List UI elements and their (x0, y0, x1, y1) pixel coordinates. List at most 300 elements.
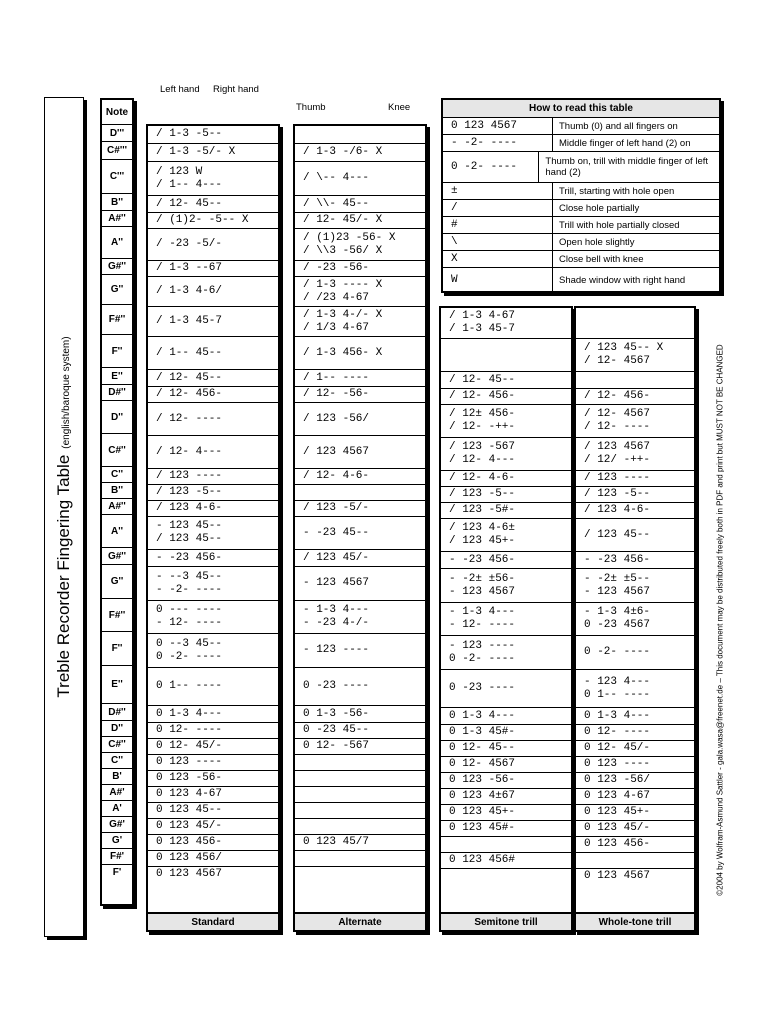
fingering-line: / 1-3 45-7 (449, 323, 516, 335)
fingering-line: / 123 W (156, 165, 203, 178)
fingering-line: - 123 ---- (303, 644, 370, 656)
page-title (54, 336, 74, 697)
fingering-cell (148, 228, 278, 260)
legend-description: Thumb on, trill with middle finger of left hand (2) (545, 156, 709, 178)
fingering-line: / 1-3 -/6- X (303, 146, 383, 158)
note-cell: B'' (102, 482, 132, 498)
fingering-cell (576, 756, 694, 772)
fingering-line: / -23 -5/- (156, 238, 223, 250)
fingering-line: / 123 -5/- (303, 502, 370, 514)
fingering-line: - 1-3 4--- (303, 604, 370, 616)
fingering-line: - 12- ---- (449, 619, 516, 631)
fingering-line: 0 --- ---- (156, 604, 223, 616)
fingering-line: 0 12- ---- (584, 726, 651, 738)
fingering-line: / 123 ---- (584, 472, 651, 484)
fingering-line: / 123 45-- (156, 533, 223, 545)
fingering-cell (441, 338, 571, 371)
fingering-line: 0 -23 4567 (584, 619, 651, 631)
fingering-cell (295, 468, 425, 484)
note-cell: E'' (102, 665, 132, 703)
legend-description: Trill with hole partially closed (559, 219, 680, 231)
fingering-cell (441, 820, 571, 836)
fingering-line: / 1-3 45-7 (156, 315, 223, 327)
fingering-cell (148, 722, 278, 738)
fingering-cell (148, 866, 278, 882)
semitone-column (439, 306, 573, 932)
fingering-line: / 12- 4--- (449, 454, 516, 466)
fingering-line: 0 123 -56- (156, 772, 223, 784)
alternate-column-label: Alternate (295, 912, 425, 930)
fingering-line: - -23 45-- (303, 526, 370, 539)
fingering-cell (576, 568, 694, 602)
wholetone-column-label: Whole-tone trill (576, 912, 694, 930)
note-cell: D'' (102, 400, 132, 433)
legend-description: Thumb (0) and all fingers on (559, 120, 678, 132)
fingering-line: / 1-3 4-/- X (303, 308, 383, 321)
fingering-cell (441, 602, 571, 635)
fingering-cell (295, 722, 425, 738)
fingering-line: 0 123 45-- (156, 804, 223, 816)
fingering-cell (148, 500, 278, 516)
copyright-note: ©2004 by Wolfram-Asmund Sattler - gala.wasa@freenet.de – This document may be distributed freely both in PDF and print but MUST NOT BE CHANGED (715, 344, 725, 896)
fingering-line: / 123 -5-- (449, 488, 516, 500)
wholetone-column (574, 306, 696, 932)
fingering-line: / 123 -56/ (303, 412, 370, 425)
fingering-cell (295, 386, 425, 402)
fingering-cell (576, 502, 694, 518)
note-cell: G'' (102, 274, 132, 304)
fingering-cell (441, 486, 571, 502)
fingering-cell (148, 484, 278, 500)
fingering-cell (295, 212, 425, 228)
fingering-line: 0 123 4567 (584, 870, 651, 882)
fingering-cell (295, 435, 425, 468)
note-cell: C'' (102, 466, 132, 482)
note-cell: C#''' (102, 141, 132, 159)
note-cell: G#' (102, 816, 132, 832)
fingering-cell (295, 738, 425, 754)
fingering-line: / 1-3 456- X (303, 346, 383, 359)
fingering-line: 0 12- -567 (303, 740, 370, 752)
note-cell: B' (102, 768, 132, 784)
fingering-cell (148, 143, 278, 161)
note-cell: G'' (102, 564, 132, 598)
fingering-cell (576, 788, 694, 804)
fingering-cell (576, 338, 694, 371)
fingering-line: / 12- 45/- X (303, 214, 383, 226)
fingering-line: 0 123 45#- (449, 822, 516, 834)
fingering-cell (295, 566, 425, 600)
fingering-cell (295, 754, 425, 770)
fingering-cell (148, 738, 278, 754)
fingering-line: / 12- 4--- (156, 445, 223, 458)
page-subtitle: (english/baroque system) (61, 336, 72, 449)
fingering-cell (148, 566, 278, 600)
fingering-cell (576, 371, 694, 388)
fingering-cell (441, 388, 571, 404)
note-cell: A'' (102, 226, 132, 258)
fingering-cell (148, 468, 278, 484)
fingering-line: - 123 45-- (156, 520, 223, 532)
fingering-line: / 123 4567 (584, 441, 651, 453)
fingering-line: / 12- 45-- (449, 373, 516, 386)
fingering-line: / /23 4-67 (303, 291, 370, 304)
fingering-cell (148, 276, 278, 306)
fingering-line: / 12- ---- (156, 412, 223, 425)
fingering-cell (148, 402, 278, 435)
fingering-cell (441, 518, 571, 551)
note-cell: F#'' (102, 598, 132, 631)
fingering-line: - -23 456- (584, 553, 651, 566)
fingering-cell (441, 868, 571, 884)
left-hand-label: Left hand (160, 84, 200, 95)
fingering-line: 0 12- 45/- (156, 740, 223, 752)
legend-description: Trill, starting with hole open (559, 185, 675, 197)
fingering-cell (441, 756, 571, 772)
legend-description: Shade window with right hand (559, 274, 686, 286)
fingering-line: / 1-3 --67 (156, 262, 223, 274)
fingering-cell (576, 551, 694, 568)
fingering-cell (576, 836, 694, 852)
legend-description: Close bell with knee (559, 253, 644, 265)
fingering-cell (295, 228, 425, 260)
fingering-line: 0 -2- ---- (584, 646, 651, 658)
fingering-cell (295, 802, 425, 818)
fingering-line: / 12- 456- (584, 390, 651, 402)
fingering-line: 0 123 -56/ (584, 774, 651, 786)
alternate-column (293, 124, 427, 932)
fingering-line: / 123 4-6- (584, 504, 651, 516)
standard-column-label: Standard (148, 912, 278, 930)
fingering-cell (148, 600, 278, 633)
fingering-line: - 123 ---- (449, 639, 516, 652)
note-cell: A#' (102, 784, 132, 800)
title-block (44, 97, 84, 937)
fingering-cell (295, 834, 425, 850)
fingering-cell (576, 804, 694, 820)
knee-label: Knee (388, 102, 411, 113)
semitone-column-label: Semitone trill (441, 912, 571, 930)
fingering-line: / \\3 -56/ X (303, 244, 383, 257)
fingering-cell (148, 435, 278, 468)
fingering-cell (441, 404, 571, 437)
fingering-line: 0 123 ---- (156, 756, 223, 768)
fingering-line: - -23 456- (156, 551, 223, 564)
fingering-cell (148, 834, 278, 850)
thumb-label: Thumb (296, 102, 326, 113)
legend-symbol: ± (443, 183, 553, 199)
fingering-cell (441, 852, 571, 868)
legend-row (443, 199, 719, 216)
fingering-cell (295, 306, 425, 336)
note-cell: F' (102, 864, 132, 880)
legend-symbol: X (443, 251, 553, 267)
fingering-line: / 123 -5-- (584, 488, 651, 500)
fingering-line: / \-- 4--- (303, 172, 370, 184)
fingering-cell (295, 786, 425, 802)
fingering-line: / 123 -5-- (156, 486, 223, 498)
fingering-cell (441, 635, 571, 669)
note-cell: E'' (102, 367, 132, 384)
fingering-cell (295, 705, 425, 722)
fingering-cell (148, 786, 278, 802)
note-cell: F#' (102, 848, 132, 864)
legend-row (443, 233, 719, 250)
fingering-cell (148, 850, 278, 866)
fingering-cell (295, 818, 425, 834)
fingering-line: / 123 -567 (449, 441, 516, 453)
note-cell: A' (102, 800, 132, 816)
note-cell: F#'' (102, 304, 132, 334)
fingering-cell (295, 633, 425, 667)
note-header: Note (105, 106, 129, 118)
legend-symbol: \ (443, 234, 553, 250)
fingering-cell (576, 602, 694, 635)
legend-row (443, 182, 719, 199)
note-cell: A'' (102, 514, 132, 547)
fingering-line: 0 123 456- (584, 838, 651, 850)
fingering-line: 0 123 45/- (584, 822, 651, 834)
fingering-cell (295, 866, 425, 882)
fingering-cell (441, 836, 571, 852)
fingering-line: 0 12- ---- (156, 724, 223, 736)
fingering-line: 0 1-3 4--- (156, 707, 223, 720)
note-cell: D#'' (102, 703, 132, 720)
fingering-cell (576, 404, 694, 437)
legend-title: How to read this table (443, 100, 719, 118)
fingering-line: 0 12- 4567 (449, 758, 516, 770)
fingering-cell (441, 724, 571, 740)
fingering-line: / 12- 4-6- (303, 470, 370, 482)
fingering-line: - 123 4567 (449, 585, 516, 598)
fingering-line: - -2- ---- (156, 583, 223, 596)
fingering-line: - -2± ±5-- (584, 572, 651, 585)
fingering-cell (148, 195, 278, 212)
note-cell: G#'' (102, 258, 132, 274)
fingering-cell (148, 306, 278, 336)
fingering-cell (148, 386, 278, 402)
fingering-cell (441, 788, 571, 804)
fingering-line: 0 1-- ---- (584, 688, 651, 701)
fingering-cell (576, 820, 694, 836)
fingering-line: / 123 4-6± (449, 522, 516, 534)
fingering-line: / 12- ---- (584, 421, 651, 433)
fingering-cell (295, 850, 425, 866)
fingering-line: 0 -23 ---- (303, 680, 370, 692)
fingering-cell (441, 772, 571, 788)
fingering-cell (148, 161, 278, 195)
legend-table (441, 98, 721, 293)
fingering-cell (441, 740, 571, 756)
note-cell: D''' (102, 124, 132, 141)
fingering-line: / 12- 456- (156, 388, 223, 400)
fingering-cell (148, 212, 278, 228)
fingering-line: 0 123 45/- (156, 820, 223, 832)
fingering-line: / 12- 45-- (156, 371, 223, 384)
fingering-cell (441, 568, 571, 602)
note-cell: D#'' (102, 384, 132, 400)
fingering-line: 0 1-3 4--- (584, 709, 651, 722)
legend-symbol: 0 -2- ---- (443, 152, 539, 182)
fingering-line: / 1-- 45-- (156, 346, 223, 359)
fingering-line: 0 123 45+- (449, 806, 516, 818)
fingering-line: 0 123 4-67 (584, 790, 651, 802)
fingering-cell (148, 818, 278, 834)
fingering-cell (148, 549, 278, 566)
fingering-line: - 123 4567 (303, 577, 370, 589)
fingering-line: / 12- 4567 (584, 355, 651, 367)
fingering-cell (576, 308, 694, 338)
fingering-line: 0 123 456# (449, 854, 516, 866)
fingering-line: 0 1-3 4--- (449, 709, 516, 722)
fingering-line: / \\- 45-- (303, 197, 370, 210)
fingering-line: 0 -2- ---- (156, 650, 223, 663)
fingering-cell (148, 667, 278, 705)
fingering-cell (295, 143, 425, 161)
fingering-line: / 12± 456- (449, 408, 516, 420)
fingering-line: / 12- 45-- (156, 197, 223, 210)
legend-symbol: 0 123 4567 (443, 118, 553, 134)
legend-row (443, 250, 719, 267)
fingering-line: / -23 -56- (303, 262, 370, 274)
fingering-line: / 12/ -++- (584, 454, 651, 466)
fingering-cell (441, 308, 571, 338)
right-hand-label: Right hand (213, 84, 259, 95)
fingering-cell (441, 551, 571, 568)
fingering-cell (148, 770, 278, 786)
fingering-cell (576, 388, 694, 404)
fingering-line: 0 123 -56- (449, 774, 516, 786)
fingering-cell (295, 126, 425, 143)
fingering-line: 0 123 4±67 (449, 790, 516, 802)
fingering-line: - -2± ±56- (449, 572, 516, 585)
fingering-line: / 12- 4567 (584, 408, 651, 420)
legend-description: Open hole slightly (559, 236, 635, 248)
fingering-line: / 1-3 4-6/ (156, 285, 223, 297)
fingering-line: 0 123 4567 (156, 868, 223, 880)
fingering-line: / 123 45-- (584, 528, 651, 541)
fingering-line: / 12- 4-6- (449, 472, 516, 484)
fingering-line: 0 12- 45-- (449, 742, 516, 754)
fingering-line: - -23 456- (449, 553, 516, 566)
note-cell: A#'' (102, 498, 132, 514)
note-cell: D'' (102, 720, 132, 736)
fingering-cell (441, 470, 571, 486)
fingering-cell (441, 669, 571, 707)
fingering-cell (576, 852, 694, 868)
fingering-cell (576, 470, 694, 486)
fingering-cell (295, 276, 425, 306)
fingering-line: 0 --3 45-- (156, 637, 223, 650)
copyright-note-block (712, 300, 728, 940)
legend-description: Close hole partially (559, 202, 640, 214)
fingering-line: 0 12- 45/- (584, 742, 651, 754)
legend-symbol: # (443, 217, 553, 233)
fingering-cell (441, 502, 571, 518)
fingering-cell (295, 667, 425, 705)
legend-symbol: - -2- ---- (443, 135, 553, 151)
legend-description: Middle finger of left hand (2) on (559, 137, 691, 149)
note-cell: C#'' (102, 736, 132, 752)
fingering-cell (576, 868, 694, 884)
fingering-line: 0 123 456/ (156, 852, 223, 864)
fingering-cell (295, 195, 425, 212)
fingering-cell (148, 336, 278, 369)
fingering-cell (295, 161, 425, 195)
fingering-line: / 1-3 ---- X (303, 278, 383, 291)
fingering-line: 0 -23 ---- (449, 682, 516, 694)
fingering-line: / 123 4567 (303, 445, 370, 458)
fingering-line: 0 -23 45-- (303, 724, 370, 736)
note-cell: C'' (102, 752, 132, 768)
fingering-cell (576, 669, 694, 707)
fingering-cell (295, 336, 425, 369)
fingering-line: / 123 45-- X (584, 342, 664, 354)
note-column (100, 98, 134, 906)
fingering-line: - 123 4567 (584, 585, 651, 598)
fingering-line: 0 123 ---- (584, 758, 651, 770)
fingering-line: - -23 4-/- (303, 617, 370, 629)
fingering-line: 0 1-3 -56- (303, 707, 370, 720)
fingering-cell (148, 705, 278, 722)
note-cell: G#'' (102, 547, 132, 564)
legend-row (443, 134, 719, 151)
fingering-line: / 1-- 4--- (156, 178, 223, 191)
legend-row (443, 117, 719, 134)
fingering-cell (576, 437, 694, 470)
fingering-line: / 123 -5#- (449, 504, 516, 516)
fingering-cell (295, 402, 425, 435)
fingering-line: 0 123 4-67 (156, 788, 223, 800)
fingering-line: 0 123 45+- (584, 806, 651, 818)
fingering-cell (148, 754, 278, 770)
fingering-cell (441, 437, 571, 470)
fingering-cell (441, 707, 571, 724)
fingering-line: / 1-- ---- (303, 371, 370, 384)
fingering-cell (441, 371, 571, 388)
note-cell: F'' (102, 631, 132, 665)
standard-column (146, 124, 280, 932)
fingering-line: 0 -2- ---- (449, 652, 516, 665)
fingering-cell (576, 724, 694, 740)
fingering-line: / 123 ---- (156, 470, 223, 482)
fingering-line: 0 123 45/7 (303, 836, 370, 848)
fingering-cell (295, 260, 425, 276)
legend-row (443, 267, 719, 292)
fingering-cell (576, 518, 694, 551)
fingering-line: - --3 45-- (156, 570, 223, 583)
note-cell: C''' (102, 159, 132, 193)
fingering-cell (148, 516, 278, 549)
fingering-cell (576, 635, 694, 669)
fingering-cell (148, 126, 278, 143)
fingering-line: / 123 45/- (303, 551, 370, 564)
fingering-cell (148, 633, 278, 667)
fingering-cell (295, 600, 425, 633)
fingering-line: / (1)23 -56- X (303, 231, 396, 244)
fingering-cell (576, 707, 694, 724)
fingering-line: / 1-3 -5/- X (156, 146, 236, 158)
legend-row (443, 216, 719, 233)
fingering-line: - 12- ---- (156, 617, 223, 629)
legend-symbol: / (443, 200, 553, 216)
fingering-line: / 1-3 -5-- (156, 128, 223, 140)
fingering-line: - 1-3 4±6- (584, 606, 651, 618)
fingering-line: / 123 4-6- (156, 502, 223, 514)
fingering-cell (295, 369, 425, 386)
fingering-cell (295, 484, 425, 500)
title-text: Treble Recorder Fingering Table (54, 454, 73, 698)
